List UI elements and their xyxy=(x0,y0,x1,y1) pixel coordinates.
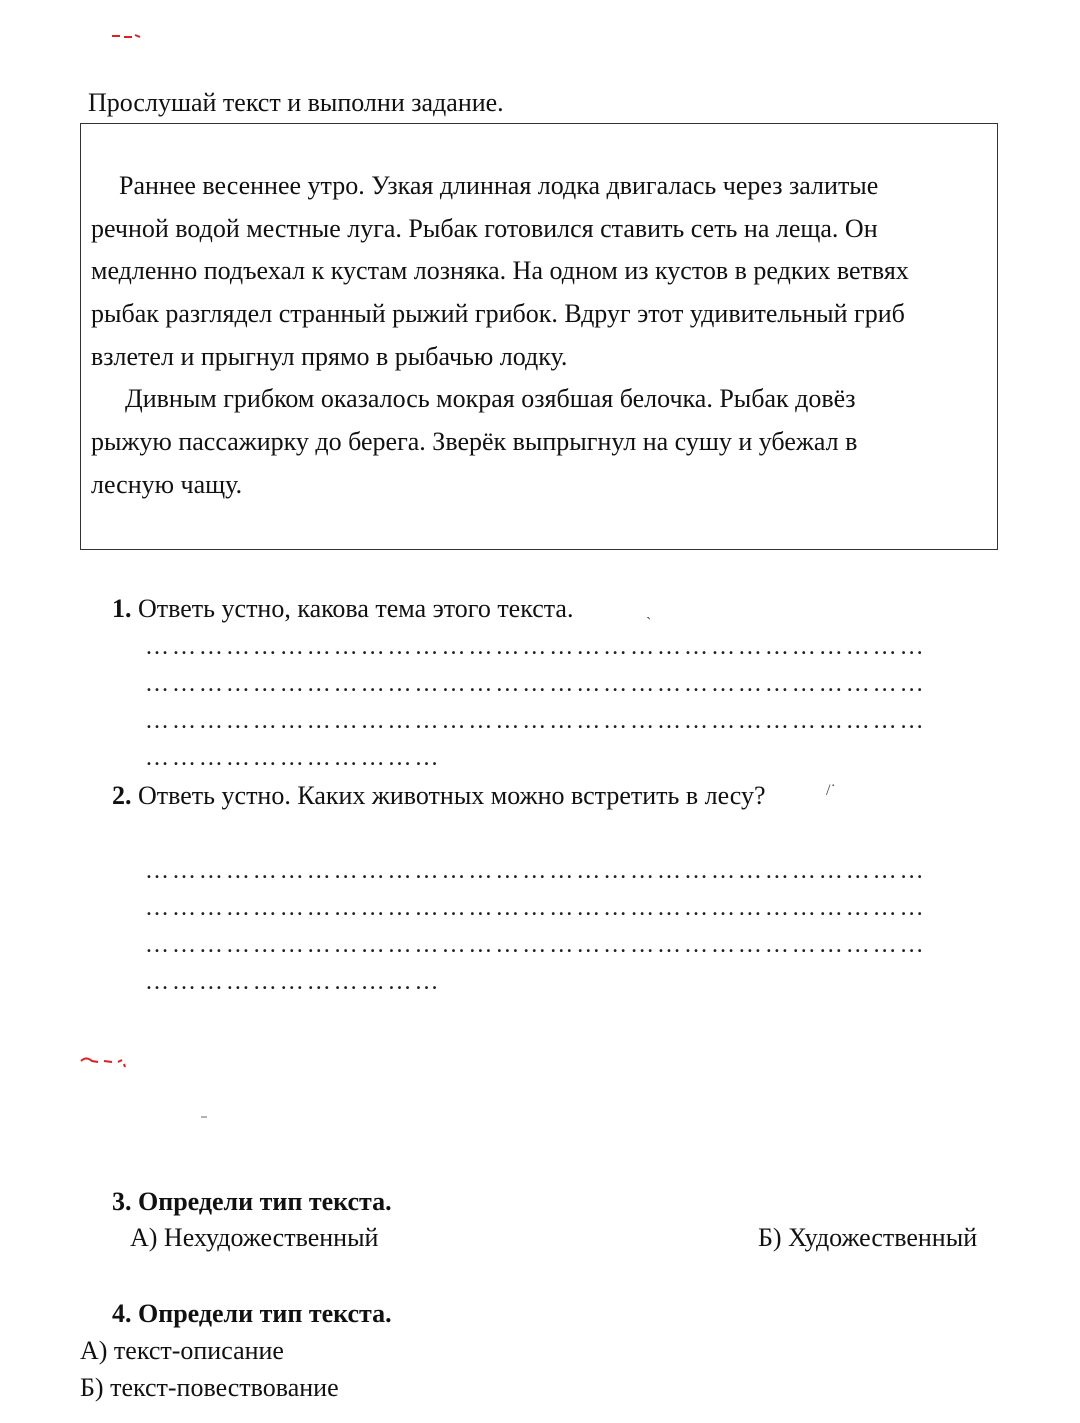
question-text: Ответь устно. Каких животных можно встретить в лесу? xyxy=(138,781,766,810)
question-4-option-b[interactable]: Б) текст-повествование xyxy=(80,1373,339,1402)
question-2 xyxy=(112,781,766,811)
red-mark-top xyxy=(110,30,144,42)
question-3-heading: 3. Определи тип текста. xyxy=(112,1187,392,1216)
question-3-option-b[interactable]: Б) Художественный xyxy=(758,1223,978,1252)
answer-line[interactable]: …………………………………………………………………………… xyxy=(145,634,927,660)
passage-box xyxy=(80,123,998,550)
question-3-option-a[interactable]: А) Нехудожественный xyxy=(130,1223,379,1252)
stray-mark: ˏ xyxy=(646,603,652,620)
passage-line: взлетел и прыгнул прямо в рыбачью лодку. xyxy=(91,342,568,371)
answer-line[interactable]: …………………………… xyxy=(145,745,442,771)
answer-line[interactable]: …………………………………………………………………………… xyxy=(145,858,927,884)
passage-line: Раннее весеннее утро. Узкая длинная лодка двигалась через залитые xyxy=(119,171,879,200)
passage-line: медленно подъехал к кустам лозняка. На одном из кустов в редких ветвях xyxy=(91,256,909,285)
answer-line[interactable]: …………………………………………………………………………… xyxy=(145,895,927,921)
passage-line: лесную чащу. xyxy=(91,470,243,499)
answer-line[interactable]: …………………………………………………………………………… xyxy=(145,671,927,697)
answer-line[interactable]: …………………………………………………………………………… xyxy=(145,932,927,958)
red-mark-middle xyxy=(78,1052,128,1070)
question-4-option-a[interactable]: А) текст-описание xyxy=(80,1336,284,1365)
stray-mark: /˙ xyxy=(826,782,836,799)
question-1 xyxy=(112,594,573,624)
answer-line[interactable]: …………………………… xyxy=(145,969,442,995)
question-number: 1. xyxy=(112,594,132,623)
answer-line[interactable]: …………………………………………………………………………… xyxy=(145,708,927,734)
passage-line: Дивным грибком оказалось мокрая озябшая белочка. Рыбак довёз xyxy=(125,384,856,413)
gray-speck xyxy=(200,1114,210,1120)
passage-line: речной водой местные луга. Рыбак готовился ставить сеть на леща. Он xyxy=(91,214,878,243)
question-text: Ответь устно, какова тема этого текста. xyxy=(138,594,574,623)
passage-line: рыжую пассажирку до берега. Зверёк выпрыгнул на сушу и убежал в xyxy=(91,427,858,456)
question-4-heading: 4. Определи тип текста. xyxy=(112,1299,392,1328)
instruction-text: Прослушай текст и выполни задание. xyxy=(88,88,504,117)
question-number: 2. xyxy=(112,781,132,810)
passage-line: рыбак разглядел странный рыжий грибок. Вдруг этот удивительный гриб xyxy=(91,299,905,328)
